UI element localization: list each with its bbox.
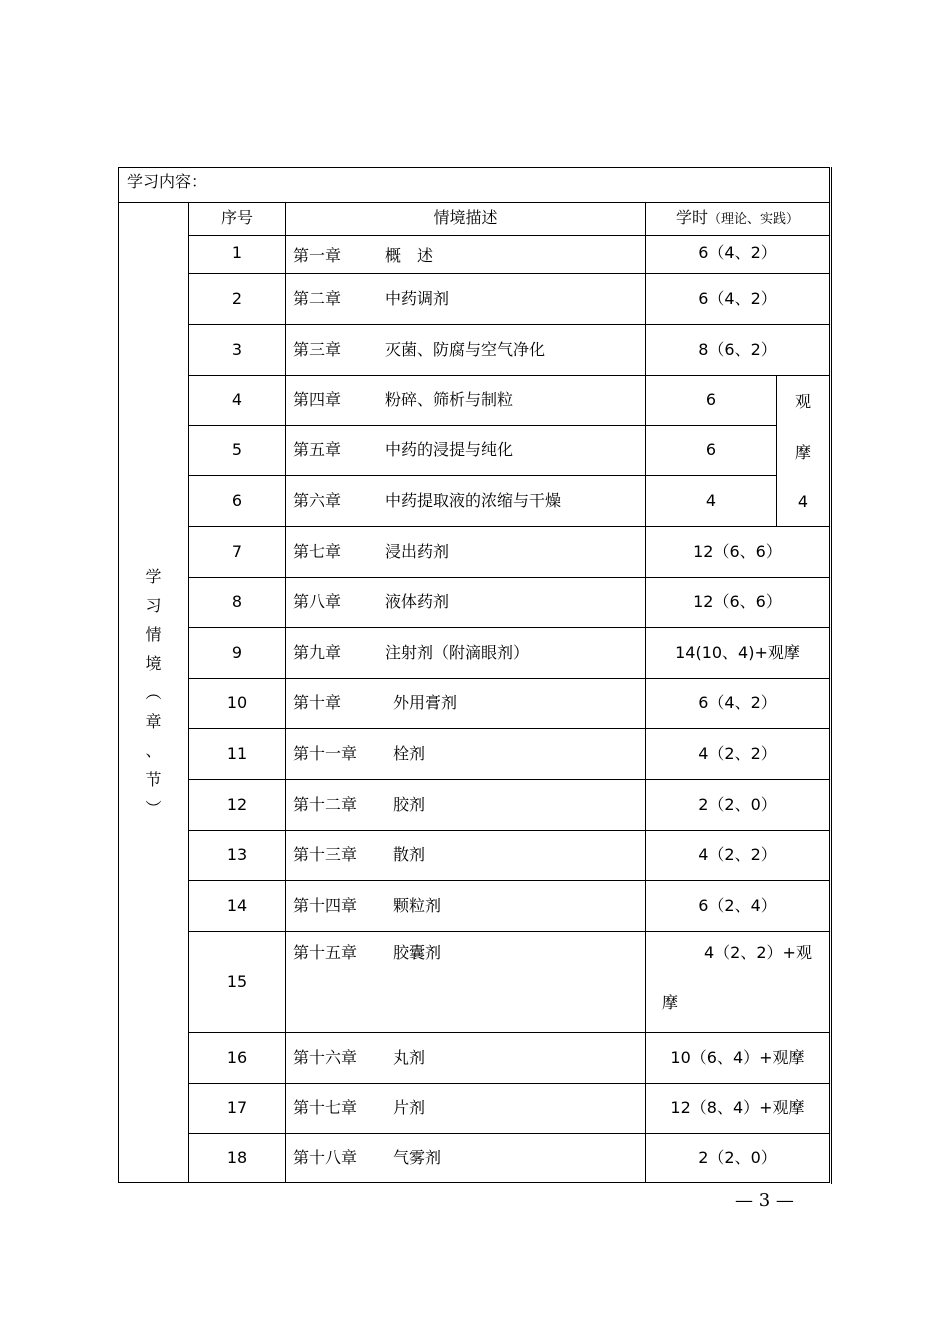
chapter-label: 第七章 [293,542,342,561]
row-number: 10 [226,693,248,712]
row-description [286,375,645,425]
row-number: 18 [226,1148,248,1167]
row-number: 14 [226,896,248,915]
chapter-subject: 丸剂 [393,1048,426,1067]
row-description [286,1032,645,1083]
chapter-subject: 灭菌、防腐与空气净化 [385,340,546,359]
row-description [286,627,645,678]
chapter-subject: 液体药剂 [385,592,450,611]
row-hours: 6（4、2） [698,693,777,712]
chapter-label: 第二章 [293,289,342,308]
row-description [286,1083,645,1133]
row-number: 15 [226,972,248,991]
row-number: 13 [226,845,248,864]
page-number: — 3 — [735,1190,794,1211]
row-hours: 4 [705,491,717,510]
side-label: 学 习 情 境 ︵ 章 、 节 ︶ [145,567,162,818]
row-description [286,830,645,880]
chapter-subject: 气雾剂 [393,1148,442,1167]
merged-observation-cell: 观 摩 4 [794,392,811,511]
chapter-label: 第六章 [293,491,342,510]
row-number: 11 [226,744,248,763]
row-number: 5 [231,440,243,459]
chapter-subject: 中药的浸提与纯化 [385,440,514,459]
row-hours: 4（2、2） [698,744,777,763]
table-title: 学习内容： [119,168,829,203]
hours-line: 4（2、2）+观 [704,943,812,962]
row-description [286,1133,645,1182]
chapter-subject: 胶剂 [393,795,426,814]
row-description [286,324,645,375]
row-hours: 4（2、2） [698,845,777,864]
chapter-label: 第十五章 [293,943,358,962]
row-number: 7 [231,542,243,561]
row-number: 16 [226,1048,248,1067]
row-number: 17 [226,1098,248,1117]
row-description [286,475,645,526]
chapter-subject: 颗粒剂 [393,896,442,915]
row-description [286,236,645,273]
row-hours: 6（4、2） [698,289,777,308]
hours-line: 摩 [662,993,679,1012]
chapter-subject: 散剂 [393,845,426,864]
chapter-subject: 外用膏剂 [393,693,458,712]
chapter-subject: 注射剂（附滴眼剂） [385,643,530,662]
chapter-label: 第九章 [293,643,342,662]
content-table [118,167,830,1183]
row-number: 8 [231,592,243,611]
chapter-subject: 中药调剂 [385,289,450,308]
chapter-subject: 片剂 [393,1098,426,1117]
chapter-label: 第十七章 [293,1098,358,1117]
chapter-subject: 栓剂 [393,744,426,763]
row-hours: 14(10、4)+观摩 [675,643,800,662]
row-hours: 6（4、2） [698,243,777,262]
row-hours: 10（6、4）+观摩 [670,1048,805,1067]
chapter-label: 第五章 [293,440,342,459]
chapter-subject: 浸出药剂 [385,542,450,561]
row-description [286,526,645,577]
row-hours [646,931,829,1032]
column-header-desc: 情境描述 [433,208,498,227]
chapter-label: 第十四章 [293,896,358,915]
row-description [286,931,645,1032]
chapter-label: 第四章 [293,390,342,409]
chapter-label: 第十六章 [293,1048,358,1067]
chapter-subject: 粉碎、筛析与制粒 [385,390,514,409]
chapter-label: 第十章 [293,693,342,712]
row-hours: 12（6、6） [693,542,782,561]
row-hours: 6 [705,390,717,409]
row-description [286,728,645,779]
row-hours: 2（2、0） [698,1148,777,1167]
row-number: 2 [231,289,243,308]
row-hours: 12（6、6） [693,592,782,611]
row-hours: 8（6、2） [698,340,777,359]
chapter-label: 第一章 [293,246,342,265]
chapter-label: 第十一章 [293,744,358,763]
chapter-label: 第三章 [293,340,342,359]
row-description [286,779,645,830]
row-number: 9 [231,643,243,662]
row-hours: 6（2、4） [698,896,777,915]
chapter-label: 第十八章 [293,1148,358,1167]
column-header-num: 序号 [220,208,253,227]
row-number: 3 [231,340,243,359]
chapter-label: 第十三章 [293,845,358,864]
chapter-subject: 中药提取液的浓缩与干燥 [385,491,562,510]
row-number: 1 [231,243,243,262]
row-description [286,425,645,475]
row-hours: 6 [705,440,717,459]
row-number: 4 [231,390,243,409]
chapter-subject: 概 述 [385,246,434,265]
chapter-label: 第十二章 [293,795,358,814]
row-description [286,880,645,931]
row-description [286,577,645,627]
row-description [286,273,645,324]
row-hours: 12（8、4）+观摩 [670,1098,805,1117]
row-number: 6 [231,491,243,510]
row-hours: 2（2、0） [698,795,777,814]
chapter-subject: 胶囊剂 [393,943,442,962]
chapter-label: 第八章 [293,592,342,611]
column-header-hours: 学时（理论、实践） [675,208,800,227]
row-description [286,678,645,728]
divider [831,167,832,1184]
row-number: 12 [226,795,248,814]
